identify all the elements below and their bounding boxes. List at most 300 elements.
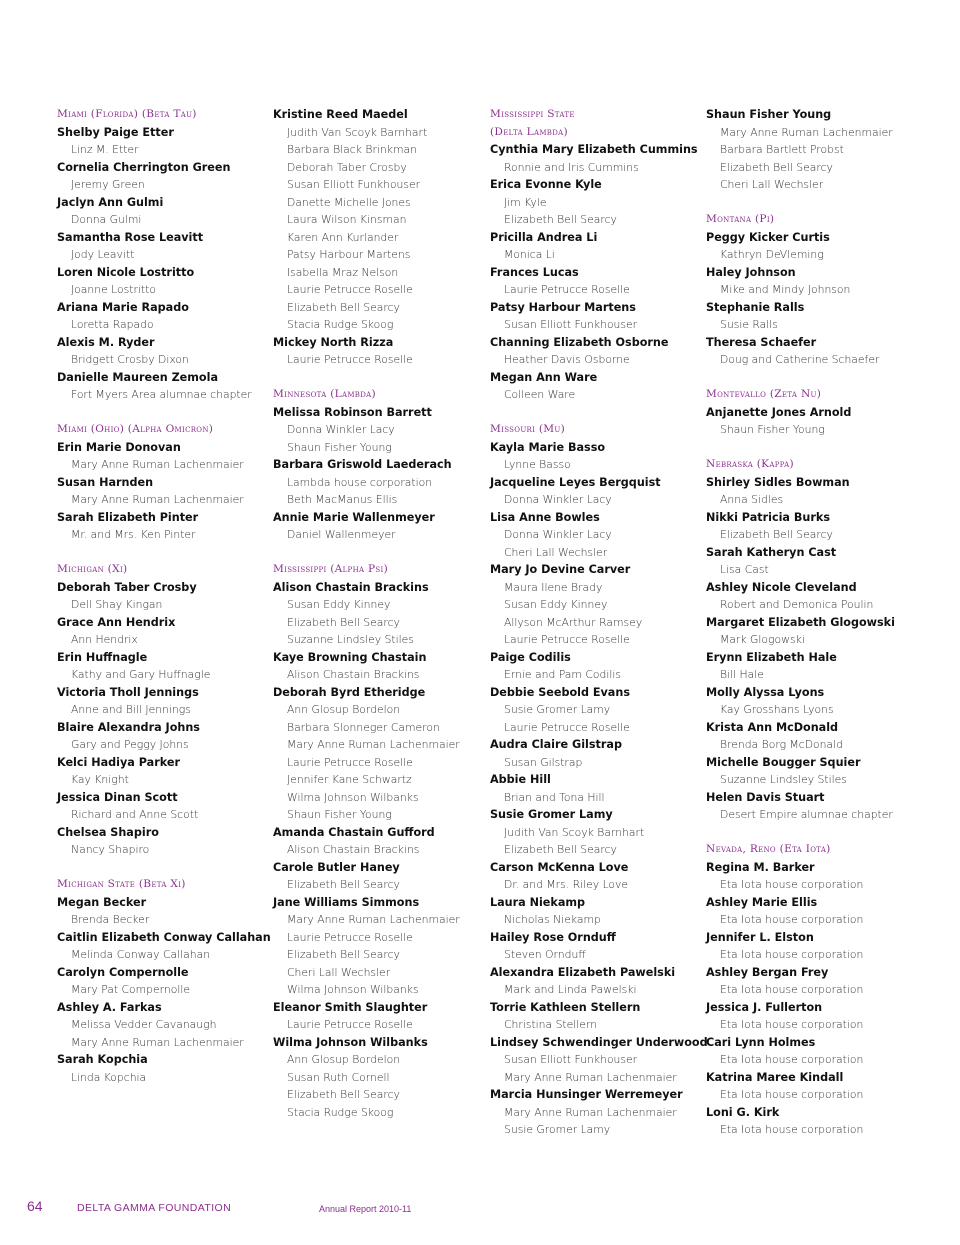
- honoree-entry: [706, 1034, 928, 1069]
- honoree-entry: [490, 299, 712, 334]
- donor-name: Laurie Petrucce Roselle: [287, 353, 413, 366]
- donor-name: Mr. and Mrs. Ken Pinter: [71, 528, 196, 541]
- honoree-name: Kelci Hadiya Parker: [57, 755, 180, 769]
- donor-name: Eta Iota house corporation: [720, 913, 864, 926]
- column-3: [490, 106, 712, 1156]
- honoree-name: Sarah Kopchia: [57, 1053, 148, 1066]
- donor-name: Laurie Petrucce Roselle: [504, 720, 630, 734]
- donor-name: Laurie Petrucce Roselle: [504, 633, 630, 646]
- honoree-name: Sarah Elizabeth Pinter: [57, 510, 199, 524]
- honoree-name: Pricilla Andrea Li: [490, 230, 598, 244]
- honoree-name: Katrina Maree Kindall: [706, 1070, 844, 1084]
- honoree-name: Ashley Nicole Cleveland: [706, 580, 857, 594]
- chapter-heading: Nevada, Reno (Eta Iota): [706, 843, 831, 855]
- honoree-name: Grace Ann Hendrix: [57, 615, 176, 629]
- honoree-name: Erica Evonne Kyle: [490, 178, 602, 191]
- donor-name: Mary Anne Ruman Lachenmaier: [71, 1035, 244, 1049]
- donor-name: Kathryn DeVleming: [720, 248, 824, 261]
- donor-name: Heather Davis Osborne: [504, 353, 630, 366]
- donor-name: Barbara Slonneger Cameron: [287, 720, 440, 734]
- honoree-name: Erin Marie Donovan: [57, 440, 181, 454]
- donor-name: Susan Elliott Funkhouser: [504, 1053, 638, 1066]
- honoree-name: Caitlin Elizabeth Conway Callahan: [57, 930, 271, 944]
- honoree-entry: [57, 159, 279, 194]
- chapter-section: [273, 106, 495, 369]
- donor-name: Mary Anne Ruman Lachenmaier: [504, 1105, 677, 1119]
- honoree-name: Megan Becker: [57, 895, 147, 909]
- chapter-section: [706, 456, 928, 824]
- honoree-name: Erin Huffnagle: [57, 650, 148, 664]
- honoree-entry: [273, 509, 495, 544]
- honoree-entry: [57, 299, 279, 334]
- donor-name: Susie Gromer Lamy: [504, 703, 611, 716]
- honoree-name: Marcia Hunsinger Werremeyer: [490, 1088, 683, 1101]
- donor-name: Ann Glosup Bordelon: [287, 703, 401, 716]
- honoree-entry: [490, 999, 712, 1034]
- donor-name: Beth MacManus Ellis: [287, 493, 398, 506]
- honoree-entry: [273, 649, 495, 684]
- donor-name: Susan Elliott Funkhouser: [504, 318, 638, 331]
- donor-name: Gary and Peggy Johns: [71, 738, 189, 751]
- honoree-name: Victoria Tholl Jennings: [57, 685, 199, 699]
- donor-name: Alison Chastain Brackins: [287, 843, 420, 856]
- honoree-entry: [57, 684, 279, 719]
- donor-name: Barbara Black Brinkman: [287, 143, 417, 156]
- honoree-entry: [490, 649, 712, 684]
- donor-name: Barbara Bartlett Probst: [720, 143, 844, 156]
- honoree-name: Mickey North Rizza: [273, 335, 394, 349]
- honoree-entry: [57, 999, 279, 1052]
- honoree-name: Cynthia Mary Elizabeth Cummins: [490, 143, 698, 156]
- donor-name: Susan Eddy Kinney: [504, 598, 608, 611]
- honoree-entry: [490, 859, 712, 894]
- donor-name: Ann Hendrix: [71, 633, 138, 646]
- honoree-name: Jessica Dinan Scott: [57, 790, 178, 804]
- honoree-name: Amanda Chastain Gufford: [273, 825, 435, 839]
- chapter-section: [57, 106, 279, 404]
- donor-name: Elizabeth Bell Searcy: [287, 300, 400, 314]
- donor-name: Cheri Lall Wechsler: [720, 178, 824, 191]
- honoree-name: Deborah Taber Crosby: [57, 580, 197, 594]
- honoree-entry: [706, 474, 928, 509]
- honoree-name: Eleanor Smith Slaughter: [273, 1000, 428, 1014]
- honoree-entry: [706, 719, 928, 754]
- donor-name: Elizabeth Bell Searcy: [287, 615, 400, 629]
- honoree-entry: [490, 964, 712, 999]
- chapter-heading: Minnesota (Lambda): [273, 388, 376, 400]
- honoree-name: Ashley Bergan Frey: [706, 965, 829, 979]
- honoree-entry: [490, 509, 712, 562]
- donor-name: Ernie and Pam Codilis: [504, 668, 621, 681]
- donor-name: Desert Empire alumnae chapter: [720, 808, 893, 821]
- donor-name: Dell Shay Kingan: [71, 598, 163, 611]
- honoree-name: Channing Elizabeth Osborne: [490, 335, 669, 349]
- honoree-entry: [490, 334, 712, 369]
- honoree-name: Sarah Katheryn Cast: [706, 545, 837, 559]
- donor-name: Melissa Vedder Cavanaugh: [71, 1018, 217, 1031]
- honoree-entry: [706, 999, 928, 1034]
- donor-name: Allyson McArthur Ramsey: [504, 615, 643, 629]
- honoree-entry: [706, 649, 928, 684]
- honoree-entry: [57, 789, 279, 824]
- chapter-heading: Missouri (Mu): [490, 423, 566, 435]
- donor-name: Lambda house corporation: [287, 475, 433, 489]
- honoree-name: Kaye Browning Chastain: [273, 650, 427, 664]
- honoree-name: Patsy Harbour Martens: [490, 300, 636, 314]
- honoree-entry: [490, 229, 712, 264]
- donor-name: Mary Anne Ruman Lachenmaier: [71, 458, 244, 471]
- honoree-entry: [57, 929, 279, 964]
- donor-name: Judith Van Scoyk Barnhart: [504, 825, 645, 839]
- honoree-entry: [490, 474, 712, 509]
- chapter-section: [57, 421, 279, 544]
- donor-name: Ann Glosup Bordelon: [287, 1053, 401, 1066]
- honoree-name: Susie Gromer Lamy: [490, 808, 613, 821]
- honoree-entry: [490, 264, 712, 299]
- honoree-entry: [57, 649, 279, 684]
- donor-name: Eta Iota house corporation: [720, 1088, 864, 1101]
- honoree-name: Jaclyn Ann Gulmi: [57, 195, 164, 209]
- donor-name: Donna Gulmi: [71, 213, 142, 226]
- honoree-name: Kristine Reed Maedel: [273, 108, 408, 121]
- honoree-name: Mary Jo Devine Carver: [490, 563, 631, 576]
- donor-name: Patsy Harbour Martens: [287, 248, 411, 261]
- donor-name: Kay Grosshans Lyons: [720, 703, 834, 716]
- donor-name: Linz M. Etter: [71, 143, 139, 156]
- donor-name: Jody Leavitt: [71, 248, 135, 261]
- honoree-name: Cari Lynn Holmes: [706, 1035, 816, 1049]
- chapter-section: [273, 561, 495, 1121]
- donor-name: Kay Knight: [71, 773, 129, 786]
- donor-name: Anne and Bill Jennings: [71, 703, 191, 716]
- honoree-name: Hailey Rose Ornduff: [490, 930, 616, 944]
- column-4: [706, 106, 928, 1156]
- chapter-heading: Miami (Ohio) (Alpha Omicron): [57, 423, 214, 435]
- honoree-name: Stephanie Ralls: [706, 300, 805, 314]
- honoree-entry: [490, 141, 712, 176]
- honoree-entry: [57, 614, 279, 649]
- honoree-entry: [490, 561, 712, 649]
- chapter-heading: Montevallo (Zeta Nu): [706, 388, 822, 400]
- honoree-entry: [490, 1034, 712, 1087]
- honoree-name: Haley Johnson: [706, 265, 796, 279]
- donor-name: Eta Iota house corporation: [720, 983, 864, 996]
- honoree-name: Susan Harnden: [57, 475, 154, 489]
- honoree-entry: [490, 176, 712, 229]
- honoree-name: Regina M. Barker: [706, 860, 815, 874]
- honoree-entry: [273, 334, 495, 369]
- chapter-section: [706, 386, 928, 439]
- donor-name: Mark and Linda Pawelski: [504, 983, 637, 996]
- page-number: 64: [27, 1198, 43, 1214]
- honoree-entry: [57, 579, 279, 614]
- donor-name: Shaun Fisher Young: [720, 423, 825, 436]
- honoree-entry: [57, 894, 279, 929]
- donor-name: Susie Gromer Lamy: [504, 1123, 611, 1136]
- honoree-name: Helen Davis Stuart: [706, 790, 825, 804]
- donor-name: Daniel Wallenmeyer: [287, 528, 396, 541]
- honoree-entry: [57, 1051, 279, 1086]
- honoree-name: Torrie Kathleen Stellern: [490, 1000, 641, 1014]
- honoree-name: Melissa Robinson Barrett: [273, 405, 432, 419]
- chapter-heading: Nebraska (Kappa): [706, 458, 794, 470]
- honoree-entry: [57, 194, 279, 229]
- donor-name: Susie Ralls: [720, 318, 778, 331]
- honoree-entry: [490, 929, 712, 964]
- donor-name: Mary Anne Ruman Lachenmaier: [287, 913, 460, 926]
- honoree-entry: [706, 106, 928, 194]
- honoree-name: Wilma Johnson Wilbanks: [273, 1035, 428, 1049]
- donor-name: Donna Winkler Lacy: [504, 528, 612, 541]
- honoree-entry: [706, 404, 928, 439]
- donor-name: Elizabeth Bell Searcy: [504, 843, 617, 856]
- donor-name: Nicholas Niekamp: [504, 913, 601, 926]
- donor-name: Wilma Johnson Wilbanks: [287, 790, 419, 804]
- donor-name: Wilma Johnson Wilbanks: [287, 983, 419, 996]
- honoree-name: Megan Ann Ware: [490, 370, 598, 384]
- honoree-entry: [273, 456, 495, 509]
- donor-name: Karen Ann Kurlander: [287, 230, 399, 244]
- donor-name: Fort Myers Area alumnae chapter: [71, 388, 252, 401]
- chapter-section: [706, 106, 928, 194]
- donor-name: Ronnie and Iris Cummins: [504, 160, 639, 174]
- honoree-entry: [273, 894, 495, 999]
- donor-name: Isabella Mraz Nelson: [287, 265, 399, 279]
- donor-name: Laurie Petrucce Roselle: [287, 1018, 413, 1031]
- honoree-name: Laura Niekamp: [490, 895, 586, 909]
- honoree-name: Erynn Elizabeth Hale: [706, 650, 837, 664]
- honoree-entry: [490, 806, 712, 859]
- honoree-entry: [57, 124, 279, 159]
- honoree-name: Jane Williams Simmons: [273, 895, 420, 909]
- donor-name: Donna Winkler Lacy: [504, 493, 612, 506]
- honoree-entry: [706, 789, 928, 824]
- honoree-name: Paige Codilis: [490, 650, 571, 664]
- donor-name: Joanne Lostritto: [71, 283, 156, 296]
- honoree-entry: [490, 439, 712, 474]
- honoree-name: Blaire Alexandra Johns: [57, 720, 200, 734]
- honoree-entry: [273, 106, 495, 334]
- honoree-name: Barbara Griswold Laederach: [273, 458, 452, 471]
- honoree-name: Ariana Marie Rapado: [57, 300, 189, 314]
- column-1: [57, 106, 279, 1104]
- donor-name: Elizabeth Bell Searcy: [287, 1088, 400, 1101]
- donor-name: Eta Iota house corporation: [720, 1018, 864, 1031]
- honoree-entry: [706, 579, 928, 614]
- honoree-entry: [490, 1086, 712, 1139]
- honoree-name: Theresa Schaefer: [706, 335, 817, 349]
- honoree-entry: [57, 369, 279, 404]
- donor-name: Linda Kopchia: [71, 1070, 147, 1084]
- donor-name: Jeremy Green: [71, 178, 145, 191]
- honoree-entry: [273, 684, 495, 824]
- donor-name: Laurie Petrucce Roselle: [287, 930, 413, 944]
- chapter-section: [57, 561, 279, 859]
- chapter-heading: Miami (Florida) (Beta Tau): [57, 108, 197, 120]
- honoree-name: Ashley A. Farkas: [57, 1000, 162, 1014]
- donor-name: Lisa Cast: [720, 563, 769, 576]
- donor-name: Brenda Becker: [71, 913, 150, 926]
- donor-name: Danette Michelle Jones: [287, 195, 411, 209]
- donor-name: Eta Iota house corporation: [720, 948, 864, 961]
- honoree-entry: [273, 859, 495, 894]
- donor-name: Elizabeth Bell Searcy: [287, 948, 400, 961]
- honoree-name: Shelby Paige Etter: [57, 125, 174, 139]
- honoree-name: Audra Claire Gilstrap: [490, 738, 622, 751]
- donor-name: Laurie Petrucce Roselle: [287, 283, 413, 296]
- donor-name: Mary Anne Ruman Lachenmaier: [287, 738, 460, 751]
- honoree-entry: [273, 824, 495, 859]
- donor-name: Stacia Rudge Skoog: [287, 318, 394, 331]
- donor-name: Elizabeth Bell Searcy: [720, 528, 833, 541]
- donor-name: Anna Sidles: [720, 493, 784, 506]
- donor-name: Steven Ornduff: [504, 948, 586, 961]
- honoree-entry: [57, 334, 279, 369]
- honoree-entry: [706, 684, 928, 719]
- honoree-name: Lisa Anne Bowles: [490, 510, 600, 524]
- honoree-name: Alexandra Elizabeth Pawelski: [490, 965, 676, 979]
- honoree-name: Abbie Hill: [490, 773, 551, 786]
- chapter-section: [490, 106, 712, 404]
- donor-name: Melinda Conway Callahan: [71, 948, 211, 961]
- honoree-name: Lindsey Schwendinger Underwood: [490, 1035, 708, 1049]
- honoree-name: Loni G. Kirk: [706, 1105, 780, 1119]
- honoree-name: Michelle Bougger Squier: [706, 755, 861, 769]
- honoree-name: Peggy Kicker Curtis: [706, 230, 830, 244]
- honoree-name: Krista Ann McDonald: [706, 720, 839, 734]
- chapter-section: [273, 386, 495, 544]
- chapter-section: [57, 876, 279, 1086]
- honoree-entry: [273, 404, 495, 457]
- honoree-entry: [706, 509, 928, 544]
- honoree-name: Carolyn Compernolle: [57, 965, 189, 979]
- honoree-name: Molly Alyssa Lyons: [706, 685, 825, 699]
- donor-name: Deborah Taber Crosby: [287, 160, 407, 174]
- honoree-entry: [273, 999, 495, 1034]
- donor-name: Richard and Anne Scott: [71, 808, 199, 821]
- donor-name: Bridgett Crosby Dixon: [71, 353, 189, 366]
- donor-name: Mary Anne Ruman Lachenmaier: [71, 493, 244, 506]
- donor-name: Eta Iota house corporation: [720, 878, 864, 891]
- donor-name: Stacia Rudge Skoog: [287, 1105, 394, 1119]
- chapter-heading: Michigan State (Beta Xi): [57, 878, 186, 890]
- honoree-name: Frances Lucas: [490, 265, 579, 279]
- honoree-entry: [706, 1069, 928, 1104]
- honoree-entry: [706, 229, 928, 264]
- donor-name: Loretta Rapado: [71, 318, 154, 331]
- honoree-name: Shirley Sidles Bowman: [706, 475, 850, 489]
- donor-name: Elizabeth Bell Searcy: [720, 160, 833, 174]
- donor-name: Dr. and Mrs. Riley Love: [504, 878, 629, 891]
- honoree-name: Debbie Seebold Evans: [490, 685, 630, 699]
- honoree-entry: [57, 439, 279, 474]
- donor-name: Laurie Petrucce Roselle: [504, 283, 630, 296]
- chapter-section: [706, 841, 928, 1139]
- honoree-name: Anjanette Jones Arnold: [706, 405, 852, 419]
- donor-name: Jim Kyle: [504, 195, 547, 209]
- honoree-entry: [706, 544, 928, 579]
- donor-name: Donna Winkler Lacy: [287, 423, 395, 436]
- donor-name: Eta Iota house corporation: [720, 1053, 864, 1066]
- donor-name: Suzanne Lindsley Stiles: [720, 773, 847, 786]
- honoree-entry: [273, 579, 495, 649]
- honoree-name: Jessica J. Fullerton: [706, 1000, 823, 1014]
- honoree-name: Carson McKenna Love: [490, 860, 629, 874]
- donor-name: Monica Li: [504, 248, 555, 261]
- chapter-heading: Mississippi State (Delta Lambda): [490, 108, 575, 138]
- honoree-entry: [706, 964, 928, 999]
- honoree-name: Alexis M. Ryder: [57, 335, 155, 349]
- honoree-name: Kayla Marie Basso: [490, 440, 606, 454]
- honoree-name: Jennifer L. Elston: [706, 930, 814, 944]
- honoree-entry: [273, 1034, 495, 1122]
- chapter-heading: Montana (Pi): [706, 213, 775, 225]
- donor-name: Brenda Borg McDonald: [720, 738, 843, 751]
- chapter-heading: Michigan (Xi): [57, 563, 128, 575]
- donor-name: Susan Elliott Funkhouser: [287, 178, 421, 191]
- donor-name: Susan Ruth Cornell: [287, 1070, 390, 1084]
- donor-name: Nancy Shapiro: [71, 843, 150, 856]
- chapter-section: [706, 211, 928, 369]
- honoree-name: Carole Butler Haney: [273, 860, 400, 874]
- donor-name: Shaun Fisher Young: [287, 440, 392, 454]
- honoree-entry: [490, 369, 712, 404]
- donor-name: Doug and Catherine Schaefer: [720, 353, 880, 366]
- honoree-entry: [57, 719, 279, 754]
- donor-name: Christina Stellern: [504, 1018, 598, 1031]
- honoree-name: Cornelia Cherrington Green: [57, 160, 231, 174]
- donor-name: Elizabeth Bell Searcy: [287, 878, 400, 891]
- honoree-name: Ashley Marie Ellis: [706, 895, 818, 909]
- honoree-name: Jacqueline Leyes Bergquist: [490, 475, 661, 489]
- honoree-entry: [490, 894, 712, 929]
- honoree-name: Danielle Maureen Zemola: [57, 370, 219, 384]
- donor-name: Bill Hale: [720, 668, 764, 681]
- chapter-section: [490, 421, 712, 1139]
- donor-name: Laurie Petrucce Roselle: [287, 755, 413, 769]
- footer-report-title: Annual Report 2010-11: [319, 1204, 412, 1214]
- donor-name: Brian and Tona Hill: [504, 790, 605, 804]
- footer-organization: DELTA GAMMA FOUNDATION: [77, 1202, 232, 1214]
- honoree-entry: [57, 754, 279, 789]
- honoree-name: Nikki Patricia Burks: [706, 510, 830, 524]
- donor-name: Mary Anne Ruman Lachenmaier: [504, 1070, 677, 1084]
- donor-name: Suzanne Lindsley Stiles: [287, 633, 414, 646]
- donor-name: Mike and Mindy Johnson: [720, 283, 851, 296]
- donor-name: Kathy and Gary Huffnagle: [71, 668, 211, 681]
- honoree-entry: [706, 1104, 928, 1139]
- honoree-entry: [706, 894, 928, 929]
- honoree-name: Loren Nicole Lostritto: [57, 265, 195, 279]
- honoree-entry: [490, 736, 712, 771]
- honoree-name: Annie Marie Wallenmeyer: [273, 510, 435, 524]
- donor-name: Susan Eddy Kinney: [287, 598, 391, 611]
- honoree-entry: [57, 474, 279, 509]
- honoree-name: Alison Chastain Brackins: [273, 580, 429, 594]
- honoree-entry: [706, 614, 928, 649]
- donor-name: Mary Pat Compernolle: [71, 983, 190, 996]
- donor-name: Maura Ilene Brady: [504, 580, 603, 594]
- honoree-name: Samantha Rose Leavitt: [57, 230, 204, 244]
- donor-name: Robert and Demonica Poulin: [720, 598, 874, 611]
- donor-name: Laura Wilson Kinsman: [287, 213, 407, 226]
- honoree-entry: [57, 229, 279, 264]
- donor-name: Cheri Lall Wechsler: [504, 545, 608, 559]
- honoree-entry: [490, 771, 712, 806]
- honoree-entry: [57, 824, 279, 859]
- column-2: [273, 106, 495, 1139]
- donor-name: Elizabeth Bell Searcy: [504, 213, 617, 226]
